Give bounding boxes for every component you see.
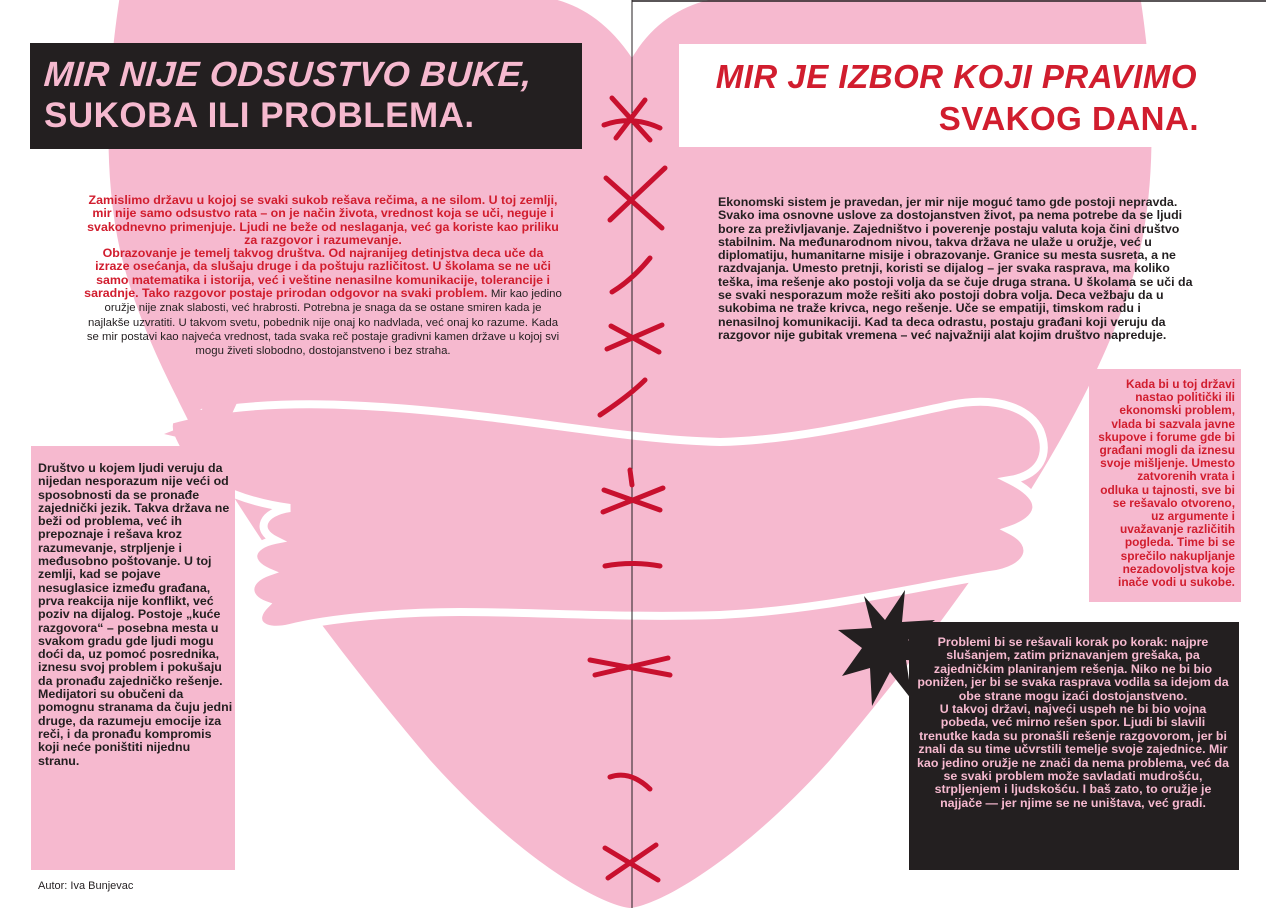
title-right-line1: MIR JE IZBOR KOJI PRAVIMO <box>715 58 1197 95</box>
title-left-block <box>30 43 582 149</box>
right-black-paragraph-2: U takvoj državi, najveći uspeh ne bi bio vojna pobeda, već mirno rešen spor. Ljudi bi slavili trenutke kada su pronašli rešenje razgovorom, jer bi znali da su time učvrstili temelje svoje zajednice. Mir kao jedino oružje ne znači da nema problema, već da se svaki problem može savladati mudrošću, strpljenjem i ljudskošću. I baš zato, to oružje je najjače — jer njime se ne uništava, već gradi. <box>917 702 1229 810</box>
right-pink-box-text: Kada bi u toj državi nastao politički ili ekonomski problem, vlada bi sazvala javne skupove i forume gde bi građani mogli da iznesu svoje mišljenje. Umesto zatvorenih vrata i odluka u tajnosti, sve bi se rešavalo otvoreno, uz argumente i uvažavanje različitih pogleda. Time bi se sprečilo nakupljanje nezadovoljstva koje inače vodi u sukobe. <box>1098 377 1235 590</box>
right-black-box-text <box>915 636 1231 810</box>
left-top-paragraph-2: Obrazovanje je temelj takvog društva. Od najranijeg detinjstva deca uče da izraze osećanja, da slušaju druge i da poštuju različitost. U školama se ne uči samo matematika i istorija, već i veštine nenasilne komunikacije, tolerancije i saradnje. Tako razgovor postaje prirodan odgovor na svaki problem. <box>84 246 551 301</box>
title-right-line2: SVAKOG DANA. <box>938 100 1199 137</box>
right-top-text: Ekonomski sistem je pravedan, jer mir nije moguć tamo gde postoji nepravda. Svako ima osnovne uslove za dostojanstven život, pa nema potrebe da se ljudi bore za preživljavanje. Zajedništvo i poverenje postaju valuta koja čini društvo stabilnim. Na međunarodnom nivou, takva država ne ulaže u oružje, već u diplomatiju, humanitarne misije i obrazovanje. Granice su mesta susreta, a ne razdvajanja. Umesto pretnji, koristi se dijalog – jer svaka rasprava, ma koliko teška, ima rešenje ako postoji volja da se čuje druga strana. U školama se uči da se svaki nesporazum može rešiti ako postoji dobra volja. Deca vežbaju da u sukobima ne traže krivca, nego rešenje. Uče se empatiji, timskom radu i nenasilnoj komunikaciji. Kad ta deca odrastu, postaju građani koji veruju da razgovor nije gubitak vremena – već najvažniji alat kojim društvo napreduje. <box>718 195 1193 342</box>
left-top-paragraph-1: Zamislimo državu u kojoj se svaki sukob rešava rečima, a ne silom. U toj zemlji, mir nije samo odsustvo rata – on je način života, vrednost koja se uči, neguje i svakodnevno primenjuje. Ljudi ne beže od neslaganja, već ga koriste kao priliku za razgovor i razumevanje. <box>87 193 559 247</box>
right-black-paragraph-1: Problemi bi se rešavali korak po korak: najpre slušanjem, zatim priznavanjem grešaka, pa zajedničkim planiranjem rešenja. Niko ne bi bio ponižen, jer bi se svaka rasprava vodila sa idejom da obe strane mogu izaći dostojanstveno. <box>917 635 1229 703</box>
title-left-line2: SUKOBA ILI PROBLEMA. <box>44 96 475 135</box>
author-credit: Autor: Iva Bunjevac <box>38 880 134 892</box>
title-right-block <box>679 44 1235 147</box>
title-left-line1: MIR NIJE ODSUSTVO BUKE, <box>42 55 534 94</box>
left-box-text: Društvo u kojem ljudi veruju da nijedan nesporazum nije veći od sposobnosti da se pronađe zajednički jezik. Takva država ne beži od problema, već ih prepoznaje i rešava kroz razumevanje, strpljenje i međusobno poštovanje. U toj zemlji, kad se pojave nesuglasice između građana, prva reakcija nije konflikt, već poziv na dijalog. Postoje „kuće razgovora“ – posebna mesta u svakom gradu gde ljudi mogu doći da, uz pomoć posrednika, iznesu svoj problem i pokušaju da pronađu zajedničko rešenje. Medijatori su obučeni da pomognu stranama da čuju jedni druge, da razumeju emocije iza reči, i da pronađu kompromis koji neće poništiti nijednu stranu. <box>38 461 233 768</box>
left-top-text <box>84 194 562 359</box>
left-top-paragraph-3: Mir kao jedino oružje nije znak slabosti, već hrabrosti. Potrebna je snaga da se ostane smiren kada je najlakše uzvratiti. U takvom svetu, pobednik nije onaj ko nadvlada, već onaj ko razume. <box>87 288 562 329</box>
left-top-paragraph-4: Kada se mir postavi kao najveća vrednost, tada svaka reč postaje gradivni kamen države u kojoj svi mogu živeti slobodno, dostojanstveno i bez straha. <box>86 316 560 358</box>
